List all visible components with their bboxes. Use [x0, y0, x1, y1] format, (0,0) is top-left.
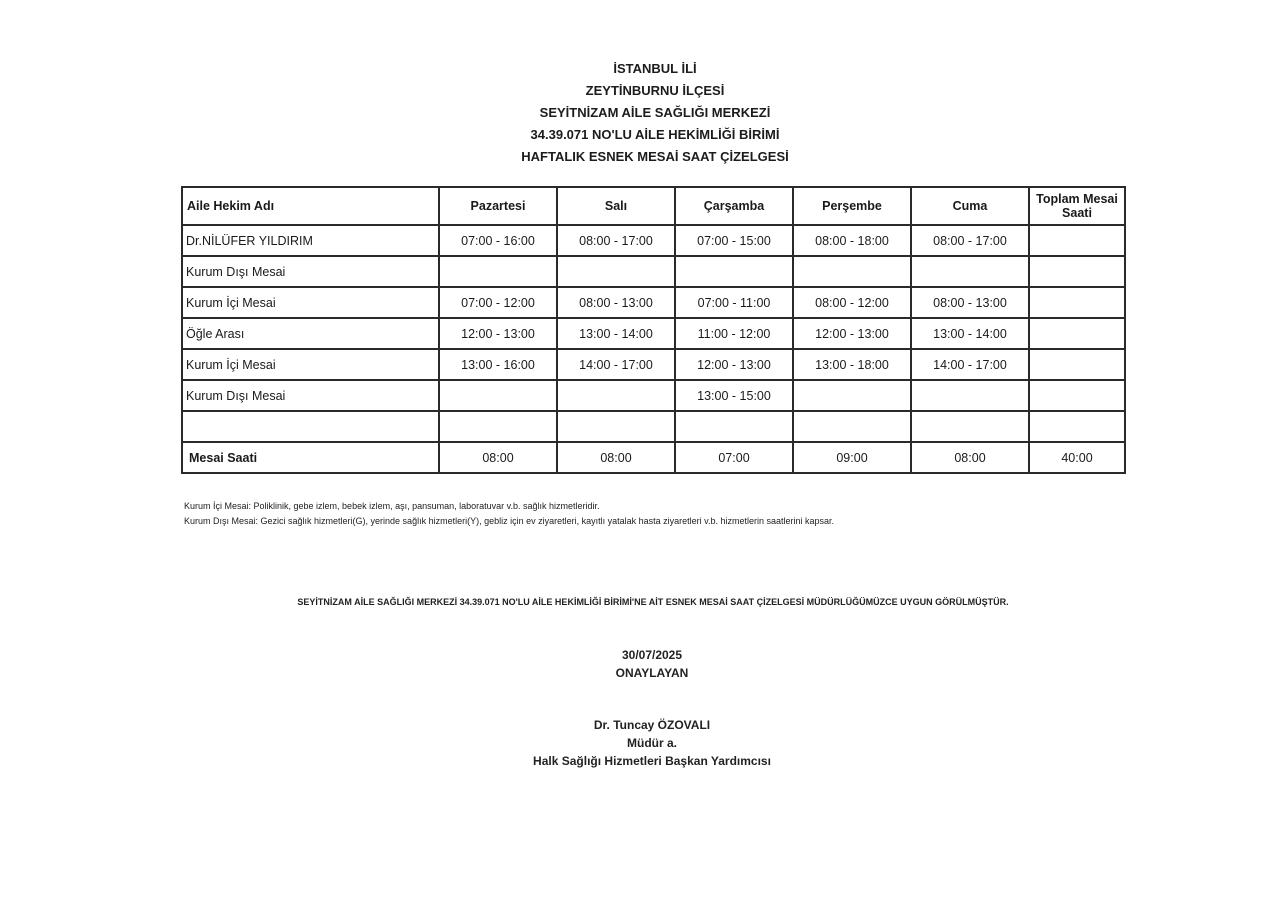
- row-label: Kurum Dışı Mesai: [182, 256, 439, 287]
- header-province: İSTANBUL İLİ: [613, 61, 697, 76]
- table-row: [182, 411, 1125, 442]
- column-header-wednesday: Çarşamba: [675, 187, 793, 225]
- column-header-physician: Aile Hekim Adı: [182, 187, 439, 225]
- table-row: [182, 380, 1125, 411]
- signatory-name: Dr. Tuncay ÖZOVALI: [593, 718, 711, 732]
- table-cell: [439, 411, 557, 442]
- total-cell: 08:00: [439, 442, 557, 473]
- total-cell: 07:00: [675, 442, 793, 473]
- table-cell: 11:00 - 12:00: [675, 318, 793, 349]
- table-row: [182, 287, 1125, 318]
- header-document-title: HAFTALIK ESNEK MESAİ SAAT ÇİZELGESİ: [521, 149, 789, 164]
- table-cell: [1029, 287, 1125, 318]
- table-cell: [557, 380, 675, 411]
- approval-statement: SEYİTNİZAM AİLE SAĞLIĞI MERKEZİ 34.39.071 NO'LU AİLE HEKİMLİĞİ BİRİMİ'NE AİT ESNEK MESAİ SAAT ÇİZELGESİ MÜDÜRLÜĞÜMÜZCE UYGUN GÖRÜLMÜŞTÜR.: [297, 597, 1009, 607]
- column-header-tuesday: Salı: [557, 187, 675, 225]
- table-cell: [911, 256, 1029, 287]
- total-cell: 08:00: [911, 442, 1029, 473]
- table-cell: [1029, 318, 1125, 349]
- column-header-monday: Pazartesi: [439, 187, 557, 225]
- table-row: [182, 256, 1125, 287]
- approver-label: ONAYLAYAN: [615, 666, 689, 680]
- table-cell: 08:00 - 13:00: [557, 287, 675, 318]
- column-header-thursday: Perşembe: [793, 187, 911, 225]
- table-cell: 14:00 - 17:00: [557, 349, 675, 380]
- table-row: [182, 349, 1125, 380]
- grand-total-cell: 40:00: [1029, 442, 1125, 473]
- table-cell: [793, 256, 911, 287]
- table-cell: 08:00 - 12:00: [793, 287, 911, 318]
- table-cell: 12:00 - 13:00: [793, 318, 911, 349]
- document-header: [0, 58, 1280, 168]
- table-cell: [1029, 256, 1125, 287]
- footnotes: [184, 499, 834, 529]
- row-label: Kurum İçi Mesai: [182, 349, 439, 380]
- table-cell: [675, 256, 793, 287]
- approval-date-block: [0, 646, 1280, 682]
- table-row: [182, 225, 1125, 256]
- approval-date: 30/07/2025: [621, 648, 683, 662]
- table-cell: 13:00 - 14:00: [911, 318, 1029, 349]
- row-label: Dr.NİLÜFER YILDIRIM: [182, 225, 439, 256]
- table-cell: 08:00 - 18:00: [793, 225, 911, 256]
- row-label: Öğle Arası: [182, 318, 439, 349]
- footnote-internal: Kurum İçi Mesai: Poliklinik, gebe izlem, bebek izlem, aşı, pansuman, laboratuvar v.b. sağlık hizmetleridir.: [184, 501, 600, 511]
- signatory-block: [0, 716, 1280, 770]
- header-district: ZEYTİNBURNU İLÇESİ: [585, 83, 725, 98]
- total-cell: 08:00: [557, 442, 675, 473]
- table-cell: [911, 411, 1029, 442]
- table-cell: 07:00 - 12:00: [439, 287, 557, 318]
- total-cell: 09:00: [793, 442, 911, 473]
- table-cell: [793, 411, 911, 442]
- table-cell: 12:00 - 13:00: [675, 349, 793, 380]
- table-cell: [1029, 349, 1125, 380]
- total-row-label: Mesai Saati: [182, 442, 439, 473]
- table-cell: [1029, 225, 1125, 256]
- table-cell: 08:00 - 13:00: [911, 287, 1029, 318]
- column-header-friday: Cuma: [911, 187, 1029, 225]
- table-cell: 14:00 - 17:00: [911, 349, 1029, 380]
- table-cell: [1029, 411, 1125, 442]
- table-row: [182, 318, 1125, 349]
- row-label: Kurum Dışı Mesai: [182, 380, 439, 411]
- table-cell: [911, 380, 1029, 411]
- table-cell: 13:00 - 18:00: [793, 349, 911, 380]
- schedule-table: [181, 186, 1126, 474]
- table-cell: 08:00 - 17:00: [911, 225, 1029, 256]
- column-header-total-hours: Toplam Mesai Saati: [1029, 187, 1125, 225]
- row-label: [182, 411, 439, 442]
- header-unit: 34.39.071 NO'LU AİLE HEKİMLİĞİ BİRİMİ: [530, 127, 780, 142]
- table-cell: [793, 380, 911, 411]
- signatory-role: Müdür a.: [627, 736, 677, 750]
- table-cell: [675, 411, 793, 442]
- table-header-row: [182, 187, 1125, 225]
- table-cell: [557, 411, 675, 442]
- signatory-position: Halk Sağlığı Hizmetleri Başkan Yardımcısı: [533, 754, 771, 768]
- table-cell: 07:00 - 15:00: [675, 225, 793, 256]
- table-cell: [439, 256, 557, 287]
- table-cell: 13:00 - 15:00: [675, 380, 793, 411]
- total-hours-row: [182, 442, 1125, 473]
- table-cell: 07:00 - 11:00: [675, 287, 793, 318]
- table-cell: [557, 256, 675, 287]
- table-cell: 12:00 - 13:00: [439, 318, 557, 349]
- footnote-external: Kurum Dışı Mesai: Gezici sağlık hizmetleri(G), yerinde sağlık hizmetleri(Y), gebliz için ev ziyaretleri, kayıtlı yatalak hasta ziyaretleri v.b. hizmetlerin saatlerini kapsar.: [184, 516, 835, 526]
- table-cell: 08:00 - 17:00: [557, 225, 675, 256]
- table-cell: 07:00 - 16:00: [439, 225, 557, 256]
- row-label: Kurum İçi Mesai: [182, 287, 439, 318]
- table-cell: [439, 380, 557, 411]
- table-cell: 13:00 - 16:00: [439, 349, 557, 380]
- table-cell: [1029, 380, 1125, 411]
- header-health-center: SEYİTNİZAM AİLE SAĞLIĞI MERKEZİ: [539, 105, 771, 120]
- table-cell: 13:00 - 14:00: [557, 318, 675, 349]
